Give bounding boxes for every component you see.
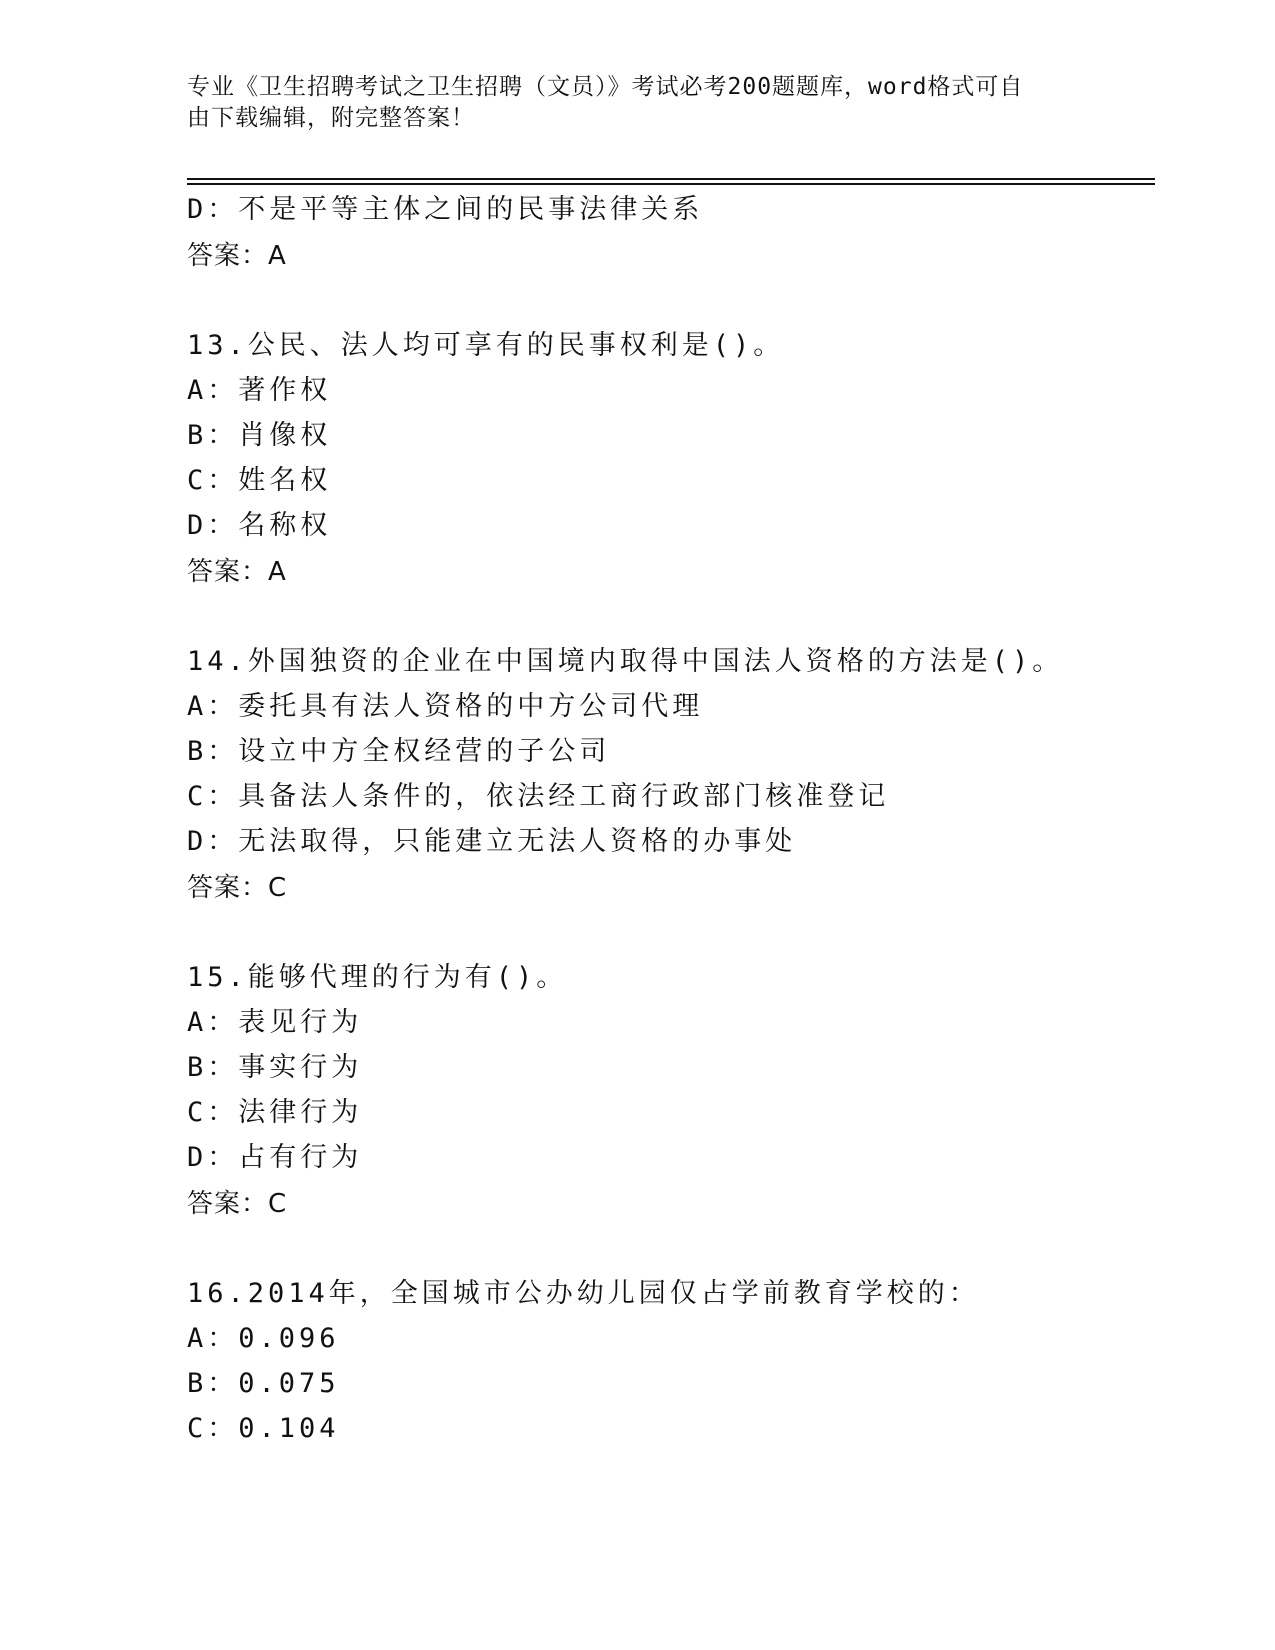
header-divider-bottom — [187, 183, 1155, 185]
option-d: D：占有行为 — [187, 1142, 363, 1173]
option-c: C：姓名权 — [187, 465, 332, 496]
option-c: C：0.104 — [187, 1413, 340, 1444]
question-15: 15.能够代理的行为有()。 — [187, 962, 568, 993]
question-14: 14.外国独资的企业在中国境内取得中国法人资格的方法是()。 — [187, 646, 1064, 677]
option-a: A：委托具有法人资格的中方公司代理 — [187, 691, 704, 722]
option-a: A：表见行为 — [187, 1007, 363, 1038]
option-a: A：0.096 — [187, 1323, 340, 1354]
option-b: B：肖像权 — [187, 420, 332, 451]
option-d: D：无法取得，只能建立无法人资格的办事处 — [187, 826, 797, 857]
option-d: D：不是平等主体之间的民事法律关系 — [187, 194, 704, 225]
option-c: C：具备法人条件的，依法经工商行政部门核准登记 — [187, 781, 890, 812]
option-c: C：法律行为 — [187, 1097, 363, 1128]
option-a: A：著作权 — [187, 375, 332, 406]
header-line-1: 专业《卫生招聘考试之卫生招聘（文员）》考试必考200题题库，word格式可自 — [187, 74, 1024, 100]
question-13: 13.公民、法人均可享有的民事权利是()。 — [187, 330, 785, 361]
header-divider-top — [187, 178, 1155, 180]
option-b: B：事实行为 — [187, 1052, 363, 1083]
answer: 答案：C — [187, 1189, 288, 1219]
header-line-2: 由下载编辑，附完整答案！ — [187, 105, 475, 131]
answer: 答案：C — [187, 873, 288, 903]
option-b: B：0.075 — [187, 1368, 340, 1399]
question-16: 16.2014年，全国城市公办幼儿园仅占学前教育学校的： — [187, 1278, 980, 1309]
answer: 答案：A — [187, 557, 287, 587]
document-header — [187, 72, 1067, 134]
answer: 答案：A — [187, 241, 287, 271]
option-b: B：设立中方全权经营的子公司 — [187, 736, 611, 767]
option-d: D：名称权 — [187, 510, 332, 541]
